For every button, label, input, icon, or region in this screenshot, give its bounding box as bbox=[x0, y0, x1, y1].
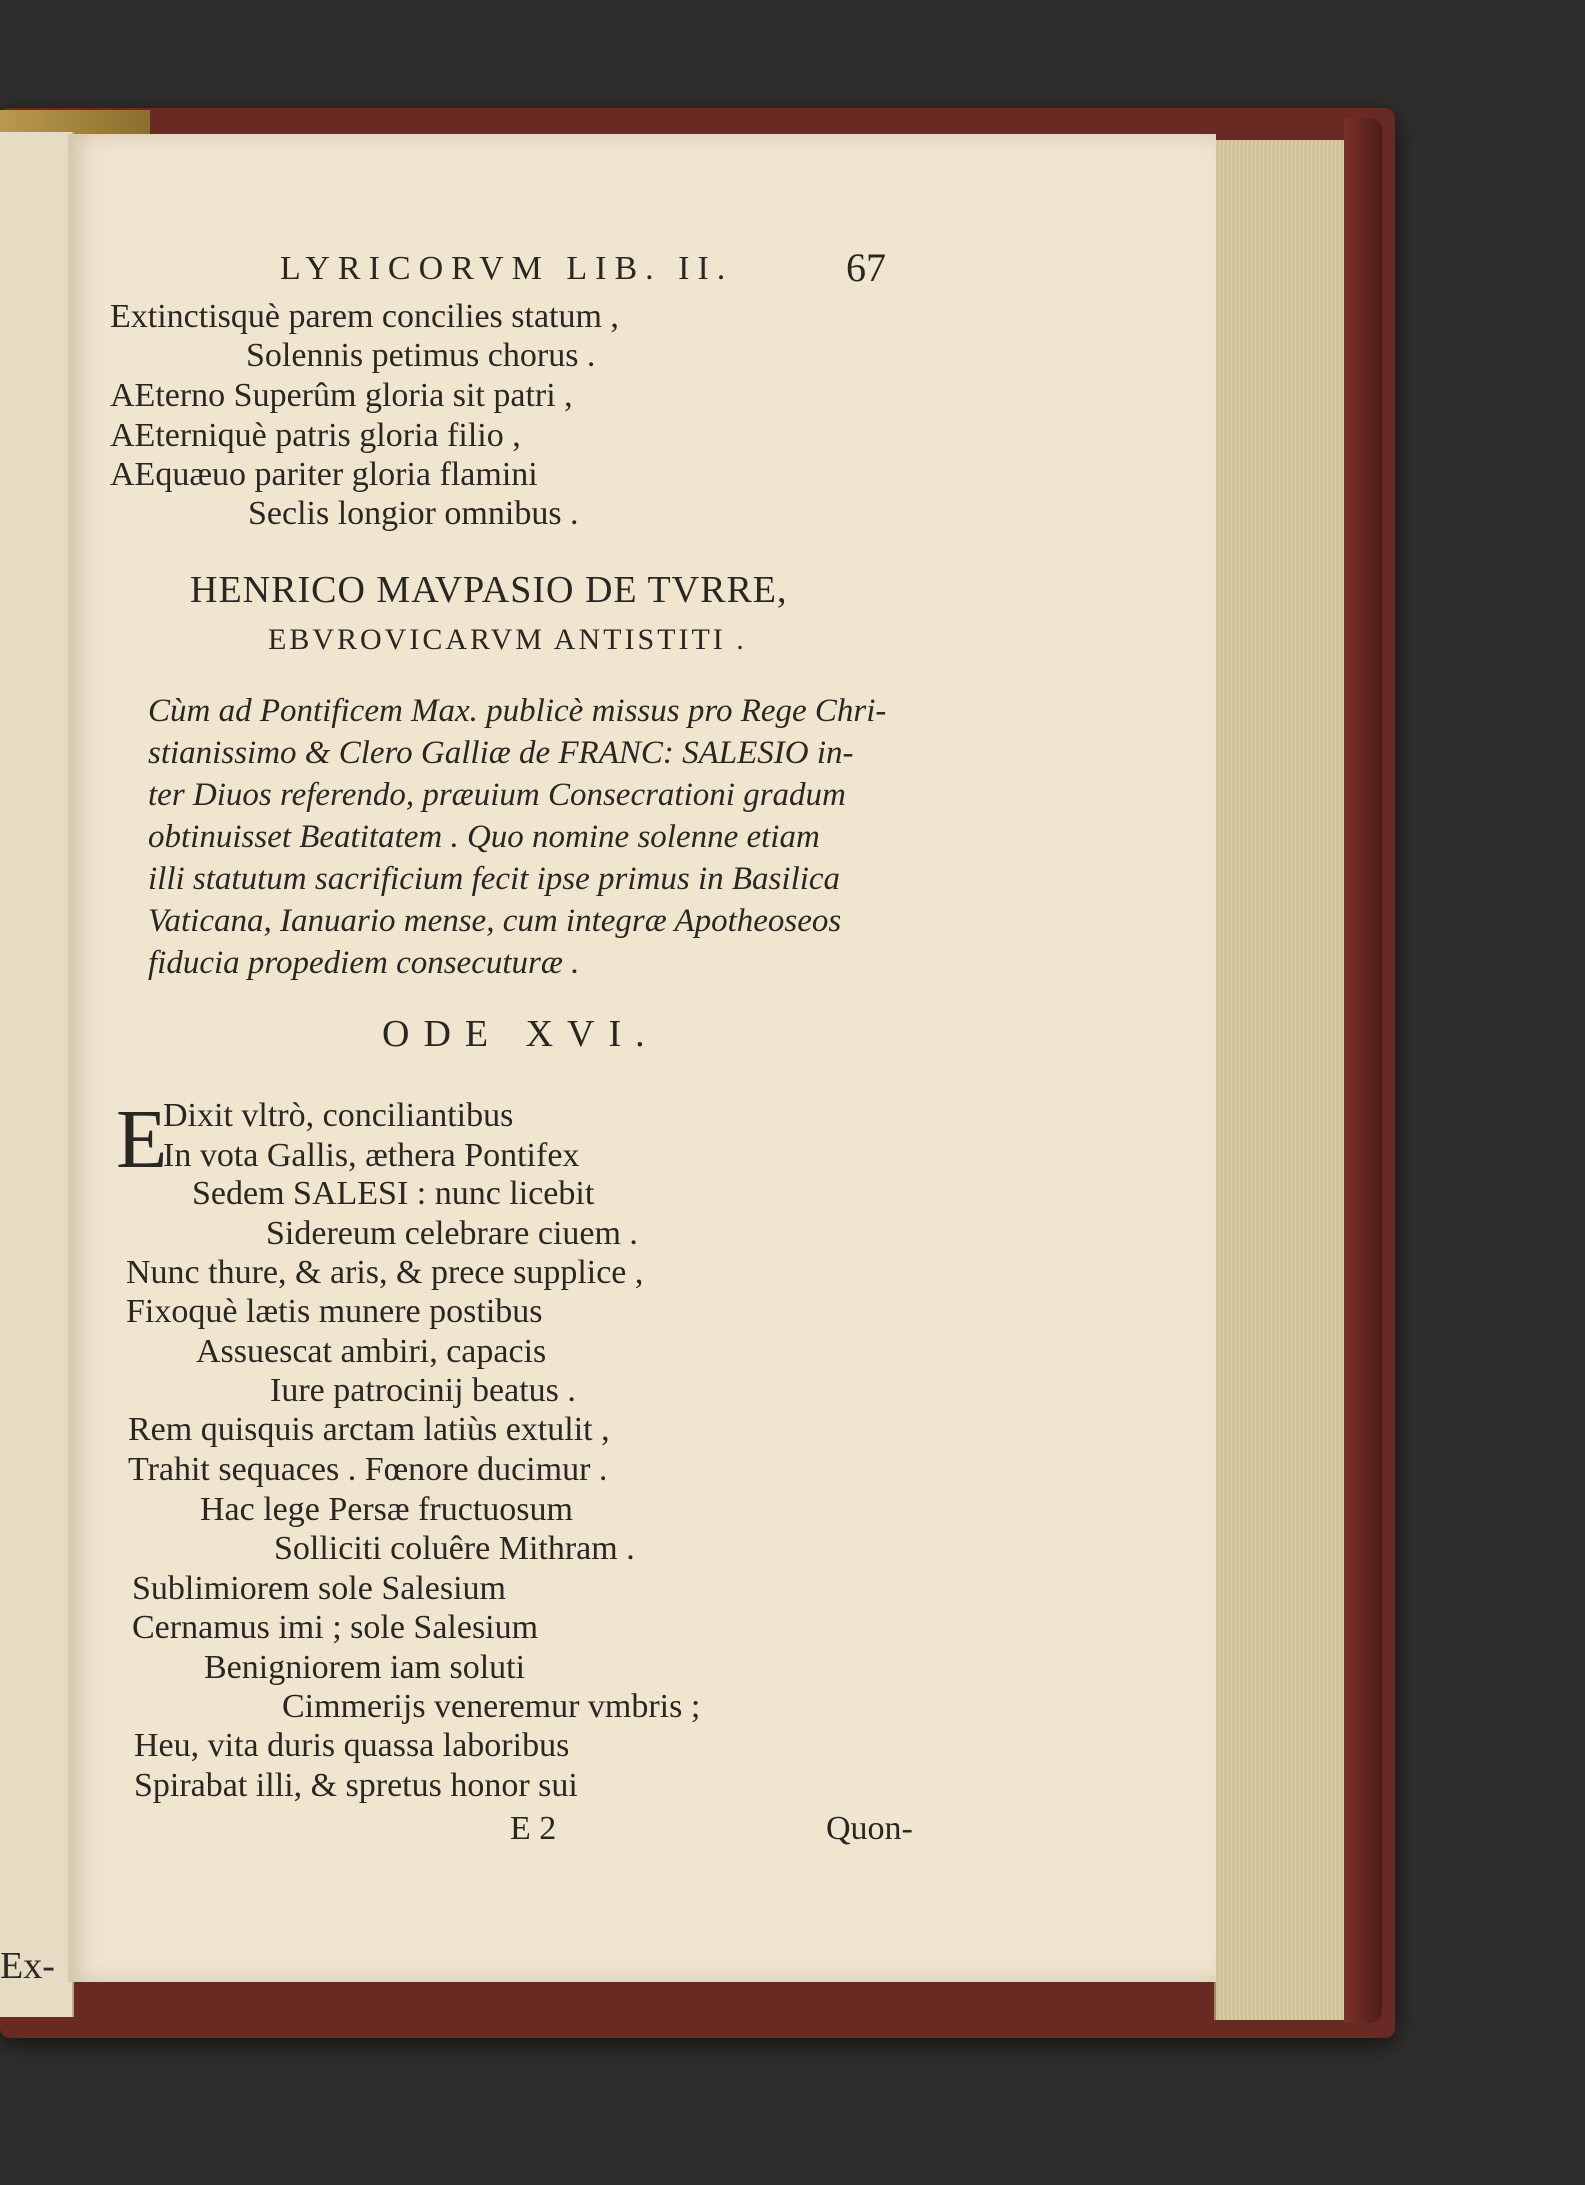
argument-line: Cùm ad Pontificem Max. publicè missus pro Rege Chri- bbox=[148, 693, 887, 729]
poem-line: Solennis petimus chorus . bbox=[246, 337, 596, 374]
drop-cap: E bbox=[116, 1093, 168, 1186]
ode-line: Sidereum celebrare ciuem . bbox=[266, 1215, 638, 1252]
left-page-edge bbox=[0, 132, 74, 2017]
argument-line: ter Diuos referendo, præuium Consecrationi gradum bbox=[148, 777, 846, 813]
poem-line: AEterno Superûm gloria sit patri , bbox=[110, 377, 573, 414]
ode-line: Trahit sequaces . Fœnore ducimur . bbox=[128, 1451, 608, 1488]
ode-line: Solliciti coluêre Mithram . bbox=[274, 1530, 635, 1567]
ode-line: Hac lege Persæ fructuosum bbox=[200, 1491, 573, 1528]
poem-line: AEterniquè patris gloria filio , bbox=[110, 417, 521, 454]
binding-edge bbox=[1344, 118, 1382, 2023]
catchword: Quon- bbox=[826, 1810, 913, 1847]
argument-line: fiducia propediem consecuturæ . bbox=[148, 945, 580, 981]
poem-line: Seclis longior omnibus . bbox=[248, 495, 579, 532]
argument-line: obtinuisset Beatitatem . Quo nomine solenne etiam bbox=[148, 819, 820, 855]
argument-line: illi statutum sacrificium fecit ipse primus in Basilica bbox=[148, 861, 841, 897]
ode-line: Assuescat ambiri, capacis bbox=[196, 1333, 547, 1370]
ode-line: Benigniorem iam soluti bbox=[204, 1649, 526, 1686]
argument-line: Vaticana, Ianuario mense, cum integræ Apotheoseos bbox=[148, 903, 842, 939]
ode-line: Nunc thure, & aris, & prece supplice , bbox=[126, 1254, 644, 1291]
ode-title: ODE XVI. bbox=[382, 1013, 659, 1055]
running-header: LYRICORVM LIB. II. bbox=[280, 250, 734, 287]
dedication-subtitle: EBVROVICARVM ANTISTITI . bbox=[268, 623, 747, 656]
argument-paragraph bbox=[148, 690, 886, 984]
ode-line: Iure patrocinij beatus . bbox=[270, 1372, 576, 1409]
argument-line: stianissimo & Clero Galliæ de FRANC: SALESIO in- bbox=[148, 735, 854, 771]
ode-line: Dixit vltrò, conciliantibus bbox=[163, 1097, 514, 1134]
ode-line: Spirabat illi, & spretus honor sui bbox=[134, 1767, 578, 1804]
page-number: 67 bbox=[846, 245, 886, 290]
poem-line: AEquæuo pariter gloria flamini bbox=[110, 456, 538, 493]
ode-line: Rem quisquis arctam latiùs extulit , bbox=[128, 1411, 610, 1448]
fore-edge bbox=[1214, 140, 1346, 2020]
ode-line: Cimmerijs veneremur vmbris ; bbox=[282, 1688, 701, 1725]
poem-line: Extinctisquè parem concilies statum , bbox=[110, 298, 619, 335]
ode-line: Sublimiorem sole Salesium bbox=[132, 1570, 506, 1607]
ode-line: Cernamus imi ; sole Salesium bbox=[132, 1609, 539, 1646]
ode-line: Heu, vita duris quassa laboribus bbox=[134, 1727, 570, 1764]
dedication-title: HENRICO MAVPASIO DE TVRRE, bbox=[190, 569, 788, 611]
left-page-catchword: Ex- bbox=[0, 1945, 55, 1987]
ode-line: Fixoquè lætis munere postibus bbox=[126, 1293, 543, 1330]
ode-line: In vota Gallis, æthera Pontifex bbox=[163, 1137, 580, 1174]
signature-mark: E 2 bbox=[510, 1810, 557, 1847]
ode-line: Sedem SALESI : nunc licebit bbox=[192, 1175, 595, 1212]
